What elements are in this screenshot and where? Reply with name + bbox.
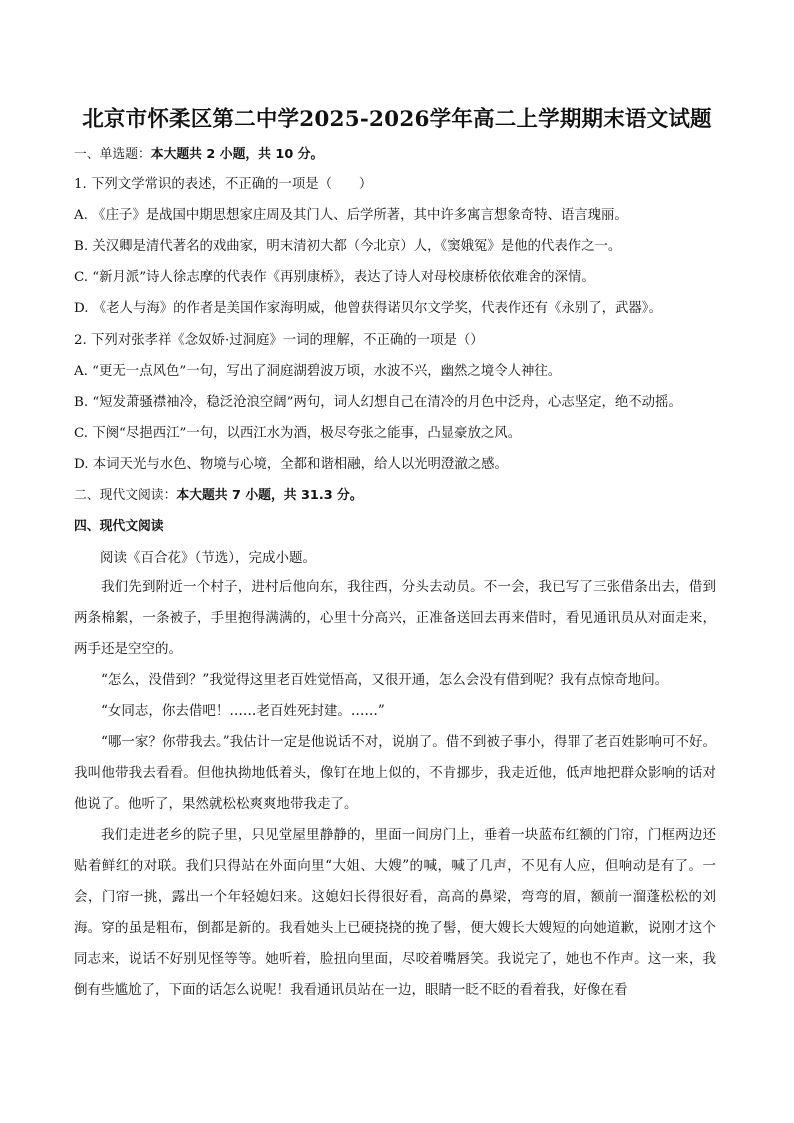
question-1-option-b: B. 关汉卿是清代著名的戏曲家，明末清初大都（今北京）人，《窦娥冤》是他的代表作之一。	[74, 239, 622, 254]
question-2-option-c: C. 下阕“尽挹西江”一句，以西江水为酒，极尽夸张之能事，凸显豪放之风。	[74, 426, 522, 441]
question-1-option-c: C. “新月派”诗人徐志摩的代表作《再别康桥》，表达了诗人对母校康桥依依难舍的深情。	[74, 270, 595, 285]
section-one-desc: 本大题共 2 小题，共 10 分。	[150, 147, 324, 162]
section-four-heading: 四、现代文阅读	[74, 519, 164, 534]
question-1-option-a: A. 《庄子》是战国中期思想家庄周及其门人、后学所著，其中许多寓言想象奇特、语言瑰丽。	[74, 208, 628, 223]
question-2-stem: 2. 下列对张孝祥《念奴娇·过洞庭》一词的理解，不正确的一项是（）	[74, 333, 484, 348]
passage-paragraph-4: “哪一家？你带我去。”我估计一定是他说话不对，说崩了。借不到被子事小，得罪了老百姓影响可不好。我叫他带我去看看。但他执拗地低着头，像钉在地上似的，不肯挪步，我走近他，低声地把群众影响的话对他说了。他听了，果然就松松爽爽地带我走了。	[74, 734, 716, 812]
section-one-heading	[74, 146, 724, 164]
reading-intro: 阅读《百合花》（节选），完成小题。	[100, 550, 316, 566]
passage-paragraph-1: 我们先到附近一个村子，进村后他向东，我往西，分头去动员。不一会，我已写了三张借条出去，借到两条棉絮，一条被子，手里抱得满满的，心里十分高兴，正准备送回去再来借时，看见通讯员从对面走来，两手还是空空的。	[74, 579, 716, 657]
section-two-prefix: 二、现代文阅读：	[74, 488, 177, 503]
section-two-heading	[74, 487, 724, 505]
question-1-option-d: D. 《老人与海》的作者是美国作家海明威，他曾获得诺贝尔文学奖，代表作还有《永别了，武器》。	[74, 301, 662, 316]
passage-paragraph-2: “怎么，没借到？”我觉得这里老百姓觉悟高，又很开通，怎么会没有借到呢？我有点惊奇地问。	[101, 672, 669, 688]
question-2-option-b: B. “短发萧骚襟袖冷，稳泛沧浪空阔”两句，词人幻想自己在清冷的月色中泛舟，心志坚定，绝不动摇。	[74, 395, 682, 410]
section-one-prefix: 一、单选题：	[74, 147, 151, 162]
question-2-option-d: D. 本词天光与水色、物境与心境，全都和谐相融，给人以光明澄澈之感。	[74, 457, 508, 472]
exam-title: 北京市怀柔区第二中学2025-2026学年高二上学期期末语文试题	[82, 107, 712, 132]
section-two-desc: 本大题共 7 小题，共 31.3 分。	[176, 488, 363, 503]
question-1-stem: 1. 下列文学常识的表述，不正确的一项是（ ）	[74, 177, 373, 192]
question-2-option-a: A. “更无一点风色”一句，写出了洞庭湖碧波万顷，水波不兴，幽然之境令人神往。	[74, 364, 562, 379]
passage-paragraph-5: 我们走进老乡的院子里，只见堂屋里静静的，里面一间房门上，垂着一块蓝布红额的门帘，门框两边还贴着鲜红的对联。我们只得站在外面向里“大姐、大嫂”的喊，喊了几声，不见有人应，但响动是有了。一会，门帘一挑，露出一个年轻媳妇来。这媳妇长得很好看，高高的鼻梁，弯弯的眉，额前一溜蓬松松的刘海。穿的虽是粗布，倒都是新的。我看她头上已硬挠挠的挽了髻，便大嫂长大嫂短的向她道歉，说刚才这个同志来，说话不好别见怪等等。她听着，脸扭向里面，尽咬着嘴唇笑。我说完了，她也不作声。这一来，我倒有些尴尬了，下面的话怎么说呢！我看通讯员站在一边，眼睛一眨不眨的看着我，好像在看	[74, 827, 716, 998]
passage-paragraph-3: “女同志，你去借吧！……老百姓死封建。……”	[101, 703, 385, 719]
